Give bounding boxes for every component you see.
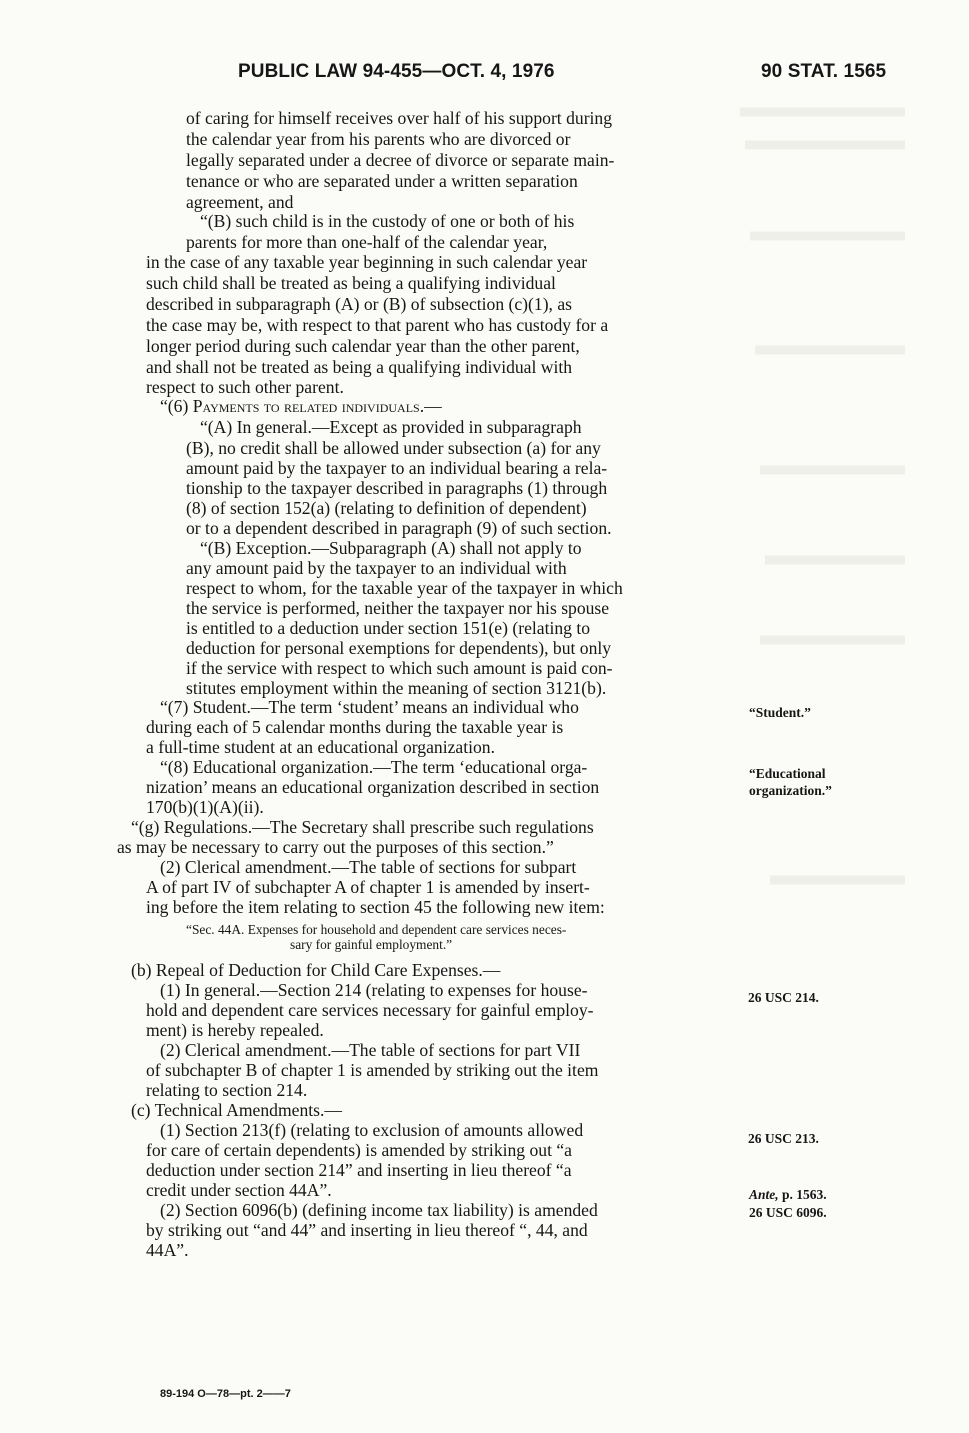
text-line: “(7) Student.—The term ‘student’ means an individual who: [160, 697, 579, 717]
text-line: “(g) Regulations.—The Secretary shall prescribe such regulations: [131, 817, 594, 837]
text-line: and shall not be treated as being a qualifying individual with: [146, 357, 573, 377]
text-line: respect to whom, for the taxable year of the taxpayer in which: [186, 578, 623, 598]
text-line: A of part IV of subchapter A of chapter 1 is amended by insert-: [146, 877, 590, 897]
text-line: deduction for personal exemptions for dependents), but only: [186, 638, 612, 658]
text-line: for care of certain dependents) is amended by striking out “a: [146, 1140, 572, 1160]
text-line: 170(b)(1)(A)(ii).: [146, 797, 264, 817]
paragraph-heading: “(6) Payments to related individuals.—: [160, 396, 442, 416]
text-line: ing before the item relating to section 45 the following new item:: [146, 897, 605, 917]
text-line: such child shall be treated as being a qualifying individual: [146, 273, 556, 293]
text-line: “(B) Exception.—Subparagraph (A) shall not apply to: [200, 538, 582, 558]
text-line: of caring for himself receives over half of his support during: [186, 108, 613, 128]
ante-italic: Ante,: [749, 1187, 779, 1202]
text-line: (2) Clerical amendment.—The table of sections for part VII: [160, 1040, 581, 1060]
text-line: “(B) such child is in the custody of one or both of his: [200, 211, 575, 231]
text-line: relating to section 214.: [146, 1080, 308, 1100]
stat-page-number: 90 STAT. 1565: [761, 61, 887, 82]
table-item: sary for gainful employment.”: [290, 937, 453, 952]
text-line: the case may be, with respect to that parent who has custody for a: [146, 315, 609, 335]
text-line: agreement, and: [186, 192, 294, 212]
text-line: longer period during such calendar year than the other parent,: [146, 336, 580, 356]
margin-note-organization: organization.”: [749, 783, 832, 798]
text-line: parents for more than one-half of the calendar year,: [186, 232, 548, 252]
margin-note-usc-213: 26 USC 213.: [748, 1131, 819, 1146]
text-line: stitutes employment within the meaning of section 3121(b).: [186, 678, 607, 698]
margin-note-ante: [749, 1186, 827, 1203]
text-line: (2) Clerical amendment.—The table of sections for subpart: [160, 857, 577, 877]
text-line: tionship to the taxpayer described in paragraphs (1) through: [186, 478, 608, 498]
running-header: PUBLIC LAW 94-455—OCT. 4, 1976: [238, 61, 555, 82]
text-line: amount paid by the taxpayer to an individual bearing a rela-: [186, 458, 608, 478]
text-line: in the case of any taxable year beginning in such calendar year: [146, 252, 588, 272]
text-line: credit under section 44A”.: [146, 1180, 332, 1200]
section-heading: (c) Technical Amendments.—: [131, 1100, 342, 1120]
text-line: “(A) In general.—Except as provided in subparagraph: [200, 417, 582, 437]
text-line: deduction under section 214” and inserting in lieu thereof “a: [146, 1160, 572, 1180]
text-line: or to a dependent described in paragraph (9) of such section.: [186, 518, 612, 538]
margin-note-usc-214: 26 USC 214.: [748, 990, 819, 1005]
text-line: (8) of section 152(a) (relating to definition of dependent): [186, 498, 587, 518]
text-line: (1) In general.—Section 214 (relating to expenses for house-: [160, 980, 588, 1000]
text-line: hold and dependent care services necessary for gainful employ-: [146, 1000, 594, 1020]
text-line: respect to such other parent.: [146, 377, 344, 397]
text-line: (1) Section 213(f) (relating to exclusion of amounts allowed: [160, 1120, 584, 1140]
text-line: if the service with respect to which such amount is paid con-: [186, 658, 613, 678]
section-heading: (b) Repeal of Deduction for Child Care Expenses.—: [131, 960, 501, 980]
text-line: as may be necessary to carry out the purposes of this section.”: [117, 837, 554, 857]
margin-note-educational: “Educational: [749, 766, 826, 781]
margin-note-student: “Student.”: [749, 705, 811, 720]
text-line: described in subparagraph (A) or (B) of subsection (c)(1), as: [146, 294, 573, 314]
text-line: tenance or who are separated under a written separation: [186, 171, 578, 191]
text-line: during each of 5 calendar months during the taxable year is: [146, 717, 564, 737]
text-line: a full-time student at an educational organization.: [146, 737, 495, 757]
text-line: 44A”.: [146, 1240, 189, 1260]
text-line: the calendar year from his parents who are divorced or: [186, 129, 571, 149]
text-line: by striking out “and 44” and inserting in lieu thereof “, 44, and: [146, 1220, 588, 1240]
text-line: of subchapter B of chapter 1 is amended by striking out the item: [146, 1060, 599, 1080]
text-line: “(8) Educational organization.—The term ‘educational orga-: [160, 757, 588, 777]
text-line: the service is performed, neither the taxpayer nor his spouse: [186, 598, 610, 618]
text-line: is entitled to a deduction under section 151(e) (relating to: [186, 618, 591, 638]
text-line: any amount paid by the taxpayer to an individual with: [186, 558, 567, 578]
text-line: (B), no credit shall be allowed under subsection (a) for any: [186, 438, 601, 458]
text-line: legally separated under a decree of divorce or separate main-: [186, 150, 615, 170]
text-line: ment) is hereby repealed.: [146, 1020, 324, 1040]
table-item: “Sec. 44A. Expenses for household and dependent care services neces-: [186, 922, 567, 937]
text-line: (2) Section 6096(b) (defining income tax liability) is amended: [160, 1200, 598, 1220]
margin-note-usc-6096: 26 USC 6096.: [749, 1205, 827, 1220]
print-job-footer: 89-194 O—78—pt. 2——7: [160, 1388, 291, 1400]
ante-page: p. 1563.: [778, 1187, 827, 1202]
text-line: nization’ means an educational organization described in section: [146, 777, 600, 797]
